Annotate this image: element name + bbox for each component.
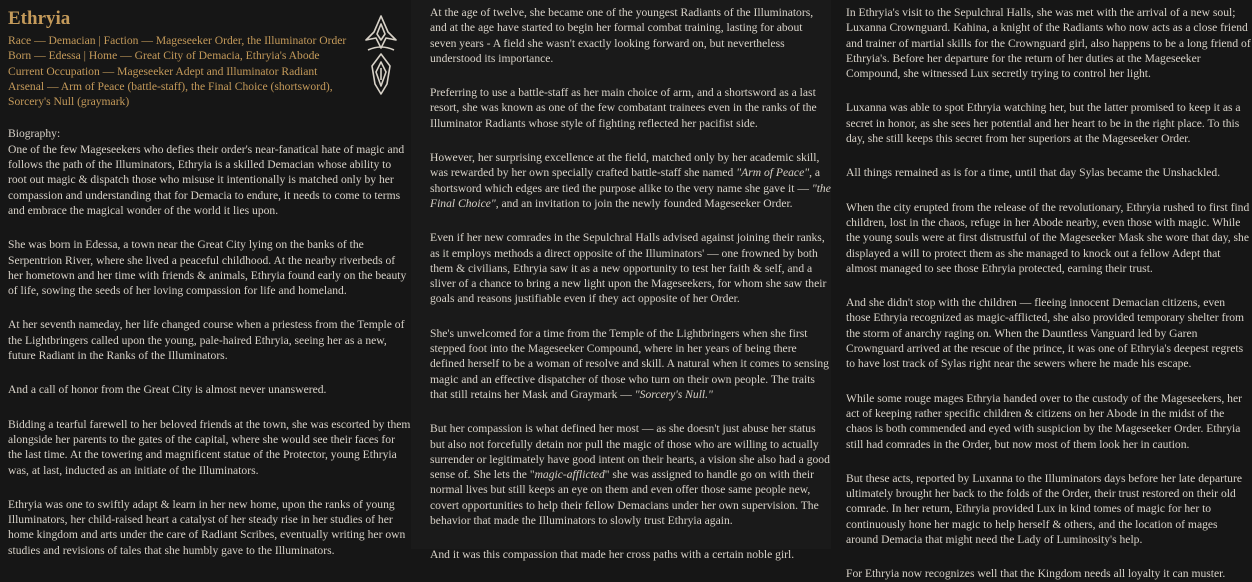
- text-run: , a shortsword which edges are tied the purpose alike to the very name she gave it —: [430, 166, 821, 195]
- character-name: Ethryia: [8, 8, 71, 29]
- bio-paragraph: While some rouge mages Ethryia handed over to the custody of the Mageseekers, her act of keeping rather specific children & citizens on her Abode in the midst of the chaos is both commended and eyed with suspicion by the Mageseeker Order. Ethryia still had comrades in the Order, but now most of them look her in caution.: [846, 391, 1242, 451]
- column-left: [0, 0, 411, 557]
- bio-paragraph: And she didn't stop with the children — fleeing innocent Demacian citizens, even those Ethryia recognized as magic-afflicted, she also provided temporary shelter from the storm of anarchy raging on. When the Dauntless Vanguard led by Garen Crownguard arrived at the rescue of the prince, it was one of Ethryia's deepest regrets to have lost track of Sylas right near the sewers where he made his escape.: [846, 296, 1245, 371]
- info-line-race: Race — Demacian | Faction — Mageseeker Order, the Illuminator Order: [8, 34, 347, 47]
- bio-paragraph: [430, 421, 831, 528]
- winged-crest-icon: [364, 14, 398, 96]
- biography-label: Biography:: [8, 127, 61, 141]
- bio-paragraph: And a call of honor from the Great City is almost never unanswered.: [8, 383, 327, 397]
- character-info: [8, 33, 411, 109]
- bio-paragraph: [430, 326, 831, 402]
- bio-paragraph: Even if her new comrades in the Sepulchral Halls advised against joining their ranks, as it employs methods a direct opposite of the Illuminators' — one frowned by both them & civilians, Ethryia saw it as a new opportunity to test her faith & self, and a sliver of a chance to bring a new light upon the Mageseekers, for whom she saw their goals and reasons justifiable even if they act opposite of her Order.: [430, 231, 827, 306]
- bio-paragraph: Luxanna was able to spot Ethryia watching her, but the latter promised to keep it as a secret in honor, as she sees her potential and her heart to be in the right place. To this day, she still keeps this secret from her superiors at the Mageseeker Order.: [846, 101, 1241, 146]
- bio-paragraph: Ethryia was one to swiftly adapt & learn in her new home, upon the ranks of young Illuminators, her child-raised heart a catalyst of her steady rise in her studies of her home kingdom and arts under the care of Radiant Scribes, eventually writing her own studies and revisions of tales that she humbly gave to the Illuminators.: [8, 497, 406, 557]
- bio-paragraph: At her seventh nameday, her life changed course when a priestess from the Temple of the Lightbringers called upon the young, pale-haired Ethryia, seeing her as a new, future Radiant in the Ranks of the Illuminators.: [8, 318, 405, 363]
- text-run: But her compassion is what defined her most — as she doesn't just abuse her status but also not forcefully detain nor pull the magic of those who are willing to actually surrender or legitimately have good intent on their hearts, a vision she also had a good sense of. She lets the ": [430, 422, 830, 482]
- column-right: [831, 0, 1252, 581]
- bio-paragraph: At the age of twelve, she became one of the youngest Radiants of the Illuminators, and at the age have started to begin her formal combat training, lasting for about seven years - A field she wasn't exactly looking forward on, but nevertheless understood its importance.: [430, 6, 814, 65]
- info-line-occupation: Current Occupation — Mageseeker Adept and Illuminator Radiant: [8, 64, 318, 78]
- bio-paragraph: For Ethryia now recognizes well that the Kingdom needs all loyalty it can muster.: [846, 567, 1226, 581]
- text-run: However, her surprising excellence at the field, matched only by her academic skill, was rewarded by her own specially crafted battle-staff she named: [430, 151, 820, 180]
- bio-paragraph: Preferring to use a battle-staff as her main choice of arm, and a shortsword as a last resort, she was known as one of the few combatant trainees even in the ranks of the Illuminator Radiants whose style of fighting reflected her pacifist side.: [430, 86, 817, 130]
- info-line-born: Born — Edessa | Home — Great City of Demacia, Ethryia's Abode: [8, 49, 320, 63]
- bio-paragraph: In Ethryia's visit to the Sepulchral Halls, she was met with the arrival of a new soul; Luxanna Crownguard. Kahina, a knight of the Radiants who now acts as a close friend and trainer of martial skills for the Crownguard girl, also happens to be a long friend of Ethryia's. Before her departure for the return of her duties at the Mageseeker Compound, she witnessed Lux secretly trying to control her light.: [846, 6, 1251, 81]
- text-run: , and an invitation to join the newly founded Mageseeker Order.: [495, 196, 793, 210]
- emphasis-term: magic-afflicted: [534, 468, 605, 482]
- text-run: She's unwelcomed for a time from the Temple of the Lightbringers when she first stepped foot into the Mageseeker Compound, where in her years of being there defined herself to be a woman of resolve and skill. A natural when it comes to sensing magic and an effective dispatcher of those who turn on their own people. The traits that still retains her Mask and Graymark —: [430, 326, 829, 401]
- bio-paragraph: And it was this compassion that made her cross paths with a certain noble girl.: [430, 548, 795, 562]
- sword-name: "the Final Choice": [430, 181, 831, 210]
- info-line-arsenal-cont: Sorcery's Null (graymark): [8, 95, 130, 109]
- graymark-name: "Sorcery's Null.": [634, 387, 713, 401]
- bio-paragraph: When the city erupted from the release of the revolutionary, Ethryia rushed to first find children, lost in the chaos, refuge in her Abode nearby, even those with magic. While the young souls were at first distrustful of the Mageseeker Mask she wore that day, she displayed a will to protect them as she managed to knock out a fellow Adept that almost managed to see those Ethryia protected, earning their trust.: [846, 200, 1250, 275]
- text-run: " she was assigned to handle go on with their normal lives but still keeps an eye on them and even offer those same people new, covert opportunities to help their fellow Demacians under her own supervision. The behavior that made the Illuminators to slowly trust Ethryia again.: [430, 468, 819, 528]
- info-line-arsenal: Arsenal — Arm of Peace (battle-staff), the Final Choice (shortsword),: [8, 79, 333, 93]
- column-middle: [411, 0, 831, 562]
- bio-paragraph: [430, 150, 831, 211]
- bio-paragraph: But these acts, reported by Luxanna to the Illuminators days before her late departure ultimately brought her back to the folds of the Order, their trust restored on their old comrade. In her return, Ethryia provided Lux in kind tomes of magic for her to continuously hone her magic to help herself & others, and the location of mages around Demacia that might need the Lady of Luminosity's help.: [846, 471, 1242, 547]
- bio-paragraph: Bidding a tearful farewell to her beloved friends at the town, she was escorted by them alongside her parents to the gates of the capital, where she would see their faces for the last time. At the towering and magnificent statue of the Protector, young Ethryia was, at last, inducted as an initiate of the Illuminators.: [8, 417, 411, 477]
- bio-paragraph: One of the few Mageseekers who defies their order's near-fanatical hate of magic and follows the path of the Illuminators, Ethryia is a skilled Demacian whose ability to root out magic & dispatch those who misuse it intentionally is matched only by her compassion and understanding that for Demacia to endure, it needs to come to terms and embrace the magical wonder of the world it lies upon.: [8, 142, 405, 217]
- bio-paragraph: All things remained as is for a time, until that day Sylas became the Unshackled.: [846, 166, 1221, 180]
- staff-name: "Arm of Peace": [736, 166, 810, 180]
- bio-paragraph: She was born in Edessa, a town near the Great City lying on the banks of the Serpentrion River, where she lived a peaceful childhood. At the nearby riverbeds of her hometown and her time with friends & animals, Ethryia found early on the beauty of life, sowing the seeds of her loving compassion for life and homeland.: [8, 238, 407, 298]
